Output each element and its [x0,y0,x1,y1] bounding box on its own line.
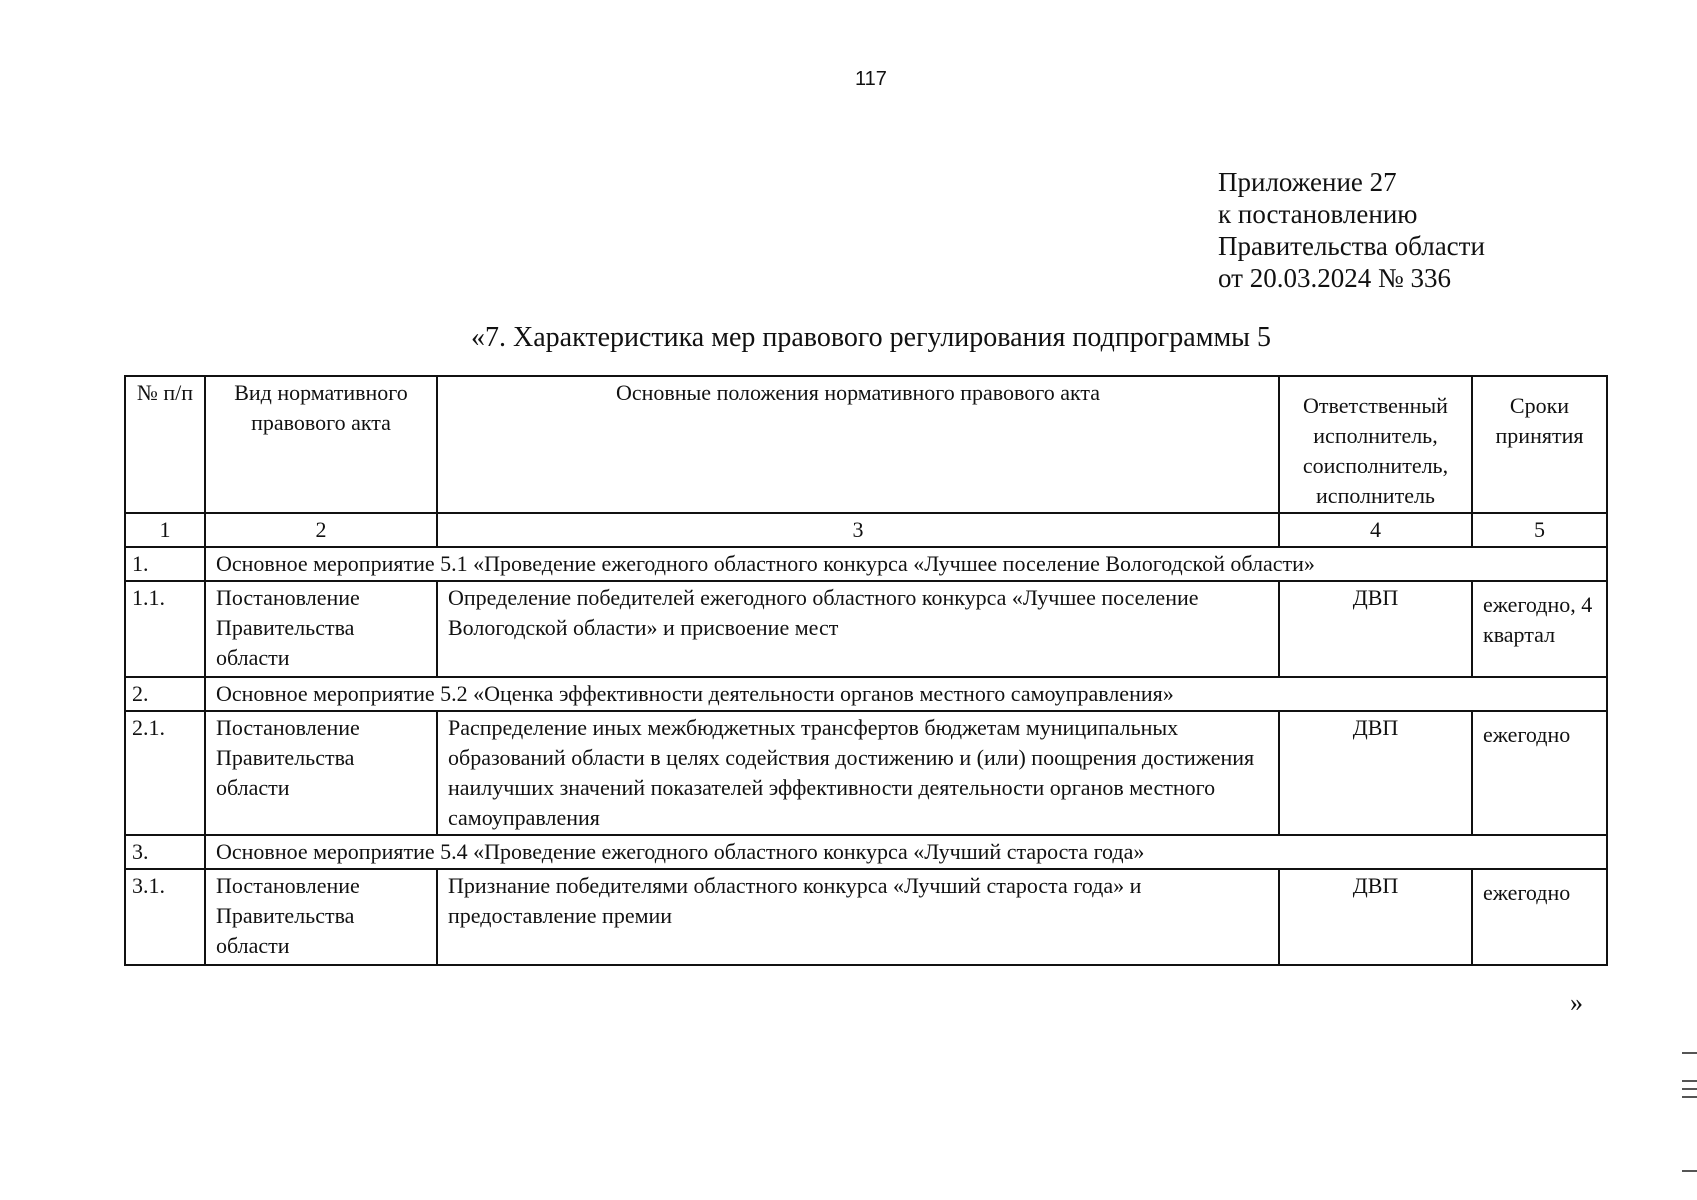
section-row [125,835,1607,869]
row-executor: ДВП [1279,711,1472,835]
column-number: 4 [1279,513,1472,547]
section-title: Основное мероприятие 5.1 «Проведение ежегодного областного конкурса «Лучшее поселение Вологодской области» [205,547,1607,581]
row-term: ежегодно, 4 квартал [1472,581,1607,677]
column-number: 3 [437,513,1279,547]
scan-artifact-mark [1682,1052,1697,1054]
row-term: ежегодно [1472,869,1607,965]
section-row [125,677,1607,711]
table-row [125,869,1607,965]
row-number: 1.1. [125,581,205,677]
row-number: 3.1. [125,869,205,965]
row-number: 2.1. [125,711,205,835]
row-provisions: Определение победителей ежегодного областного конкурса «Лучшее поселение Вологодской области» и присвоение мест [437,581,1279,677]
row-executor: ДВП [1279,869,1472,965]
section-number: 1. [125,547,205,581]
header-term: Сроки принятия [1472,376,1607,513]
table-row [125,581,1607,677]
appendix-line: к постановлению [1218,199,1418,229]
scan-artifact-mark [1682,1080,1697,1082]
scan-artifact-mark [1682,1170,1697,1172]
column-number: 1 [125,513,205,547]
appendix-line: Правительства области [1218,231,1485,261]
closing-quote: » [1570,988,1583,1017]
section-title: Основное мероприятие 5.4 «Проведение ежегодного областного конкурса «Лучший староста года» [205,835,1607,869]
scan-artifact-mark [1682,1088,1697,1090]
appendix-line: от 20.03.2024 № 336 [1218,263,1451,293]
section-number: 3. [125,835,205,869]
header-act-type: Вид нормативного правового акта [205,376,437,513]
row-act-type: Постановление Правительства области [205,711,437,835]
document-title: «7. Характеристика мер правового регулирования подпрограммы 5 [471,322,1271,353]
section-row [125,547,1607,581]
column-numbers-row [125,513,1607,547]
appendix-block [1218,166,1485,294]
column-number: 2 [205,513,437,547]
header-provisions: Основные положения нормативного правового акта [437,376,1279,513]
page-number: 117 [855,68,887,90]
row-term: ежегодно [1472,711,1607,835]
row-provisions: Распределение иных межбюджетных трансфертов бюджетам муниципальных образований области в целях содействия достижению и (или) поощрения достижения наилучших значений показателей эффективности деятельности органов местного самоуправления [437,711,1279,835]
table-header-row [125,376,1607,513]
row-act-type: Постановление Правительства области [205,581,437,677]
column-number: 5 [1472,513,1607,547]
scan-artifact-mark [1682,1096,1697,1098]
row-executor: ДВП [1279,581,1472,677]
table-row [125,711,1607,835]
header-number: № п/п [125,376,205,513]
row-act-type: Постановление Правительства области [205,869,437,965]
row-provisions: Признание победителями областного конкурса «Лучший староста года» и предоставление премии [437,869,1279,965]
section-number: 2. [125,677,205,711]
measures-table [124,375,1608,966]
header-executor: Ответственный исполнитель, соисполнитель, исполнитель [1279,376,1472,513]
section-title: Основное мероприятие 5.2 «Оценка эффективности деятельности органов местного самоуправления» [205,677,1607,711]
appendix-line: Приложение 27 [1218,167,1397,197]
